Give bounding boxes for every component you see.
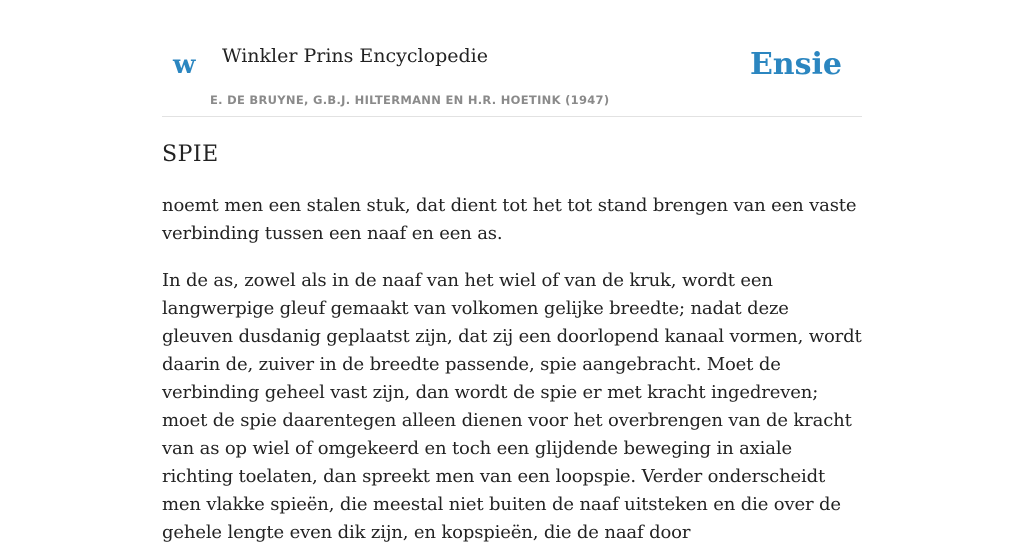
source-logo[interactable]: w xyxy=(173,50,196,80)
article-paragraph: noemt men een stalen stuk, dat dient tot het tot stand brengen van een vaste verbinding tussen een naaf en een as. xyxy=(162,195,857,244)
source-authors: E. DE BRUYNE, G.B.J. HILTERMANN EN H.R. HOETINK (1947) xyxy=(210,93,610,107)
article-paragraph: In de as, zowel als in de naaf van het wiel of van de kruk, wordt een langwerpige gleuf gemaakt van volkomen gelijke breedte; nadat deze gleuven dusdanig geplaatst zijn, dat zij een doorlopend kanaal vormen, wordt daarin de, zuiver in de breedte passende, spie aangebracht. Moet de verbinding geheel vast zijn, dan wordt de spie er met kracht ingedreven; moet de spie daarentegen alleen dienen voor het overbrengen van de kracht van as op wiel of omgekeerd en toch een glijdende beweging in axiale richting toelaten, dan spreekt men van een loopspie. Verder onderscheidt men vlakke spieën, die meestal niet buiten de naaf uitsteken en die over de gehele lengte even dik zijn, en kopspieën, die de naaf door xyxy=(162,270,862,543)
article xyxy=(162,138,862,547)
source-title[interactable]: Winkler Prins Encyclopedie xyxy=(222,45,488,67)
source-header xyxy=(162,0,862,117)
article-title: SPIE xyxy=(162,142,219,167)
brand-logo[interactable]: Ensie xyxy=(749,47,842,82)
